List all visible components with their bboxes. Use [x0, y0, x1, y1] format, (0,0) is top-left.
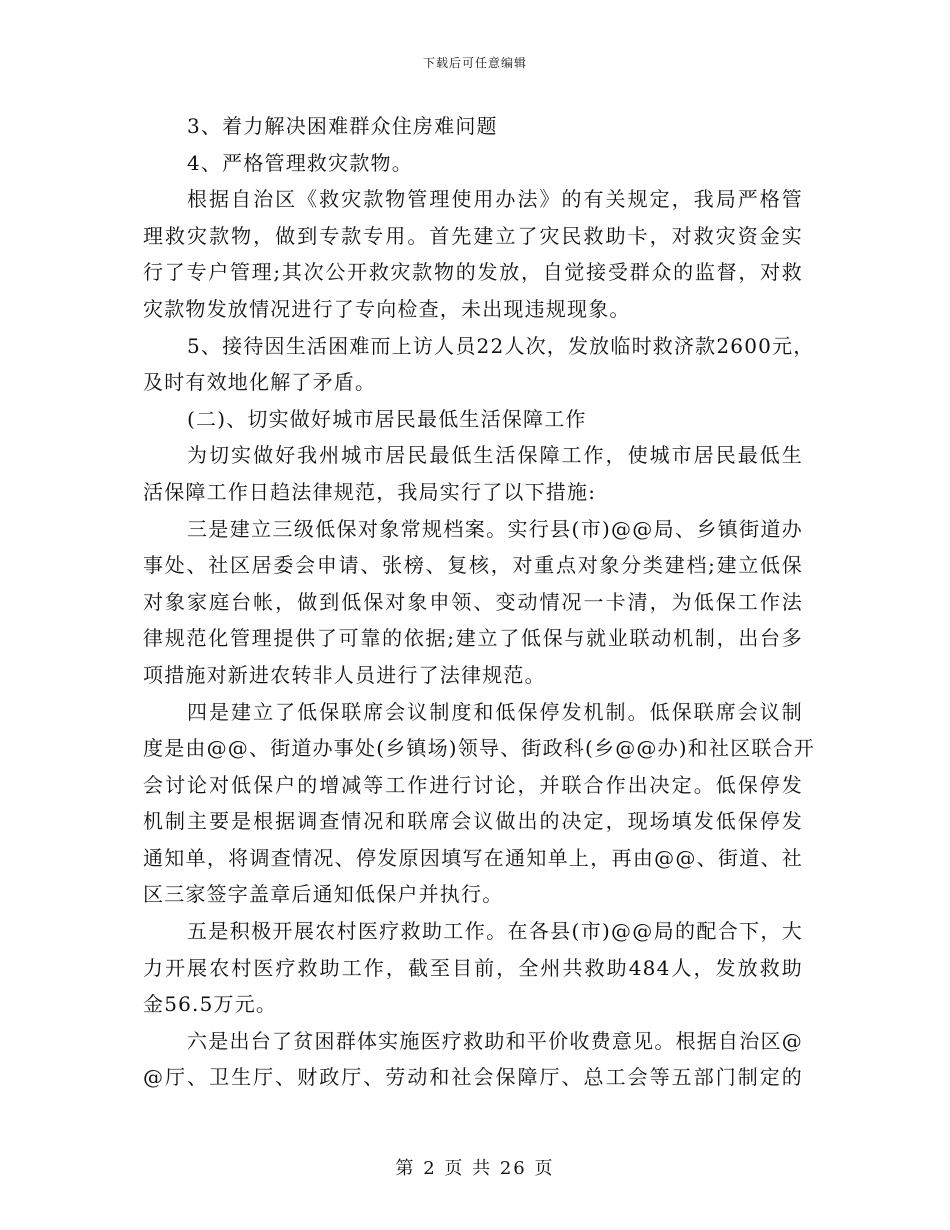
paragraph-line: 会讨论对低保户的增减等工作进行讨论，并联合作出决定。低保停发: [143, 772, 803, 797]
page-number-footer: 第 2 页 共 26 页: [395, 1158, 555, 1179]
list-item: 3、着力解决困难群众住房难问题: [187, 114, 498, 138]
paragraph-line: 5、接待因生活困难而上访人员22人次，发放临时救济款2600元，: [187, 333, 815, 358]
paragraph-line: 根据自治区《救灾款物管理使用办法》的有关规定，我局严格管: [187, 187, 803, 212]
document-body: [143, 108, 816, 1096]
list-item: 4、严格管理救灾款物。: [187, 150, 413, 175]
paragraph-line: 行了专户管理;其次公开救灾款物的发放，自觉接受群众的监督，对救: [143, 260, 803, 285]
paragraph-line: 四是建立了低保联席会议制度和低保停发机制。低保联席会议制: [187, 699, 803, 724]
paragraph-line: 金56.5万元。: [143, 992, 278, 1017]
section-heading: (二)、切实做好城市居民最低生活保障工作: [187, 406, 587, 431]
paragraph-line: 活保障工作日趋法律规范，我局实行了以下措施:: [143, 479, 597, 504]
paragraph-line: 通知单，将调查情况、停发原因填写在通知单上，再由@@、街道、社: [143, 845, 803, 870]
paragraph-line: 三是建立三级低保对象常规档案。实行县(市)@@局、乡镇街道办: [187, 516, 803, 541]
paragraph-line: 度是由@@、街道办事处(乡镇场)领导、街政科(乡@@办)和社区联合开: [143, 736, 816, 761]
paragraph-line: 机制主要是根据调查情况和联席会议做出的决定，现场填发低保停发: [143, 809, 803, 834]
paragraph-line: 律规范化管理提供了可靠的依据;建立了低保与就业联动机制，出台多: [143, 626, 803, 651]
paragraph-line: 力开展农村医疗救助工作，截至目前，全州共救助484人，发放救助: [143, 955, 803, 980]
paragraph-line: 灾款物发放情况进行了专向检查，未出现违规现象。: [143, 296, 631, 321]
paragraph-line: 事处、社区居委会申请、张榜、复核，对重点对象分类建档;建立低保: [143, 553, 803, 578]
page-header-note: 下载后可任意编辑: [422, 56, 527, 70]
paragraph-line: 区三家签字盖章后通知低保户并执行。: [143, 882, 504, 907]
paragraph-line: 为切实做好我州城市居民最低生活保障工作，使城市居民最低生: [187, 443, 803, 468]
paragraph-line: 五是积极开展农村医疗救助工作。在各县(市)@@局的配合下，大: [187, 919, 803, 944]
paragraph-line: 对象家庭台帐，做到低保对象申领、变动情况一卡清，为低保工作法: [143, 589, 803, 614]
paragraph-line: 六是出台了贫困群体实施医疗救助和平价收费意见。根据自治区@: [187, 1028, 803, 1053]
paragraph-line: 理救灾款物，做到专款专用。首先建立了灾民救助卡，对救灾资金实: [143, 223, 803, 248]
paragraph-line: 项措施对新进农转非人员进行了法律规范。: [143, 662, 546, 687]
paragraph-line: 及时有效地化解了矛盾。: [143, 370, 377, 395]
paragraph-line: @厅、卫生厅、财政厅、劳动和社会保障厅、总工会等五部门制定的: [143, 1065, 803, 1090]
